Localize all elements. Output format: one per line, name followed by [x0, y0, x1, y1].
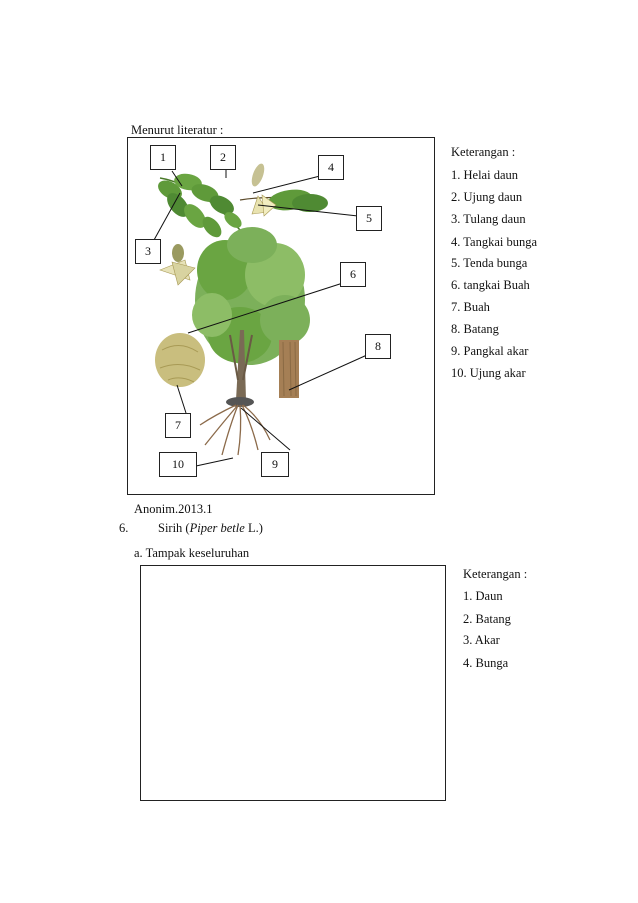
figure-label-2: 2	[210, 145, 236, 170]
figure-frame-bottom	[140, 565, 446, 801]
legend-title-bottom: Keterangan :	[463, 567, 528, 581]
legend-item: 6. tangkai Buah	[451, 278, 530, 292]
figure-source: Anonim.2013.1	[134, 502, 213, 516]
legend-item: 8. Batang	[451, 322, 499, 336]
figure-label-7: 7	[165, 413, 191, 438]
legend-item: 4. Tangkai bunga	[451, 235, 538, 249]
leaf-branch-illustration	[155, 172, 245, 241]
figure-label-6: 6	[340, 262, 366, 287]
figure-label-5: 5	[356, 206, 382, 231]
tree-trunk-illustration	[226, 330, 254, 407]
legend-item: 3. Tulang daun	[451, 212, 526, 226]
species-name: Piper betle	[189, 521, 245, 535]
fruit-illustration	[155, 333, 205, 387]
legend-item: 3. Akar	[463, 633, 500, 647]
legend-item: 4. Bunga	[463, 656, 509, 670]
legend-item: 9. Pangkal akar	[451, 344, 529, 358]
legend-item: 1. Helai daun	[451, 168, 518, 182]
legend-item: 5. Tenda bunga	[451, 256, 528, 270]
section-heading: Menurut literatur :	[131, 123, 224, 137]
small-flower-illustration	[160, 244, 195, 285]
legend-item: 1. Daun	[463, 589, 503, 603]
section-title: Sirih (Piper betle L.)	[158, 521, 263, 535]
legend-item: 2. Batang	[463, 612, 511, 626]
figure-label-10: 10	[159, 452, 197, 477]
subheading: a. Tampak keseluruhan	[134, 546, 250, 560]
legend-item: 7. Buah	[451, 300, 490, 314]
figure-label-4: 4	[318, 155, 344, 180]
figure-label-8: 8	[365, 334, 391, 359]
legend-item: 10. Ujung akar	[451, 366, 526, 380]
figure-label-1: 1	[150, 145, 176, 170]
figure-label-3: 3	[135, 239, 161, 264]
roots-illustration	[200, 405, 270, 455]
figure-label-9: 9	[261, 452, 289, 477]
legend-item: 2. Ujung daun	[451, 190, 523, 204]
legend-title-top: Keterangan :	[451, 145, 516, 159]
section-number: 6.	[119, 521, 129, 535]
bark-illustration	[279, 340, 299, 398]
